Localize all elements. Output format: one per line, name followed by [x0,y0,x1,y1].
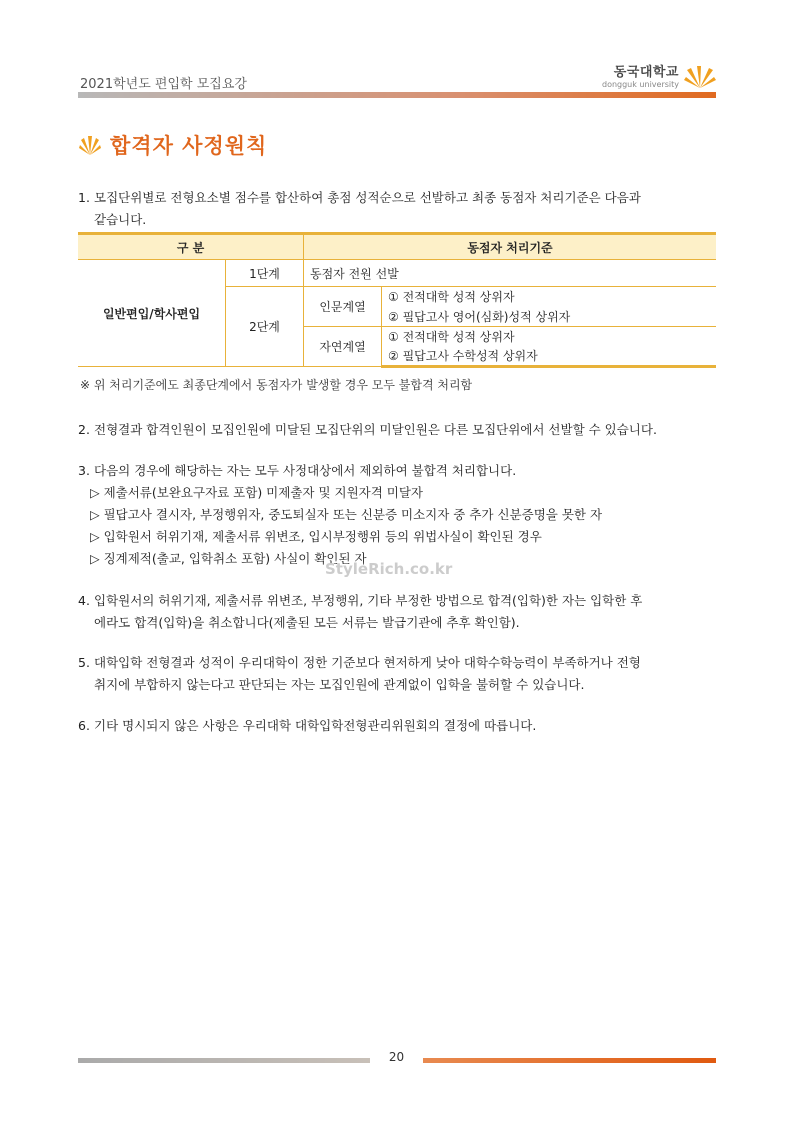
logo-korean-text: 동국대학교 [613,65,679,80]
list-item: ▷ 징계제적(출교, 입학취소 포함) 사실이 확인된 자 [90,551,367,566]
paragraph-text: 전형결과 합격인원이 모집인원에 미달된 모집단위의 미달인원은 다른 모집단위에서 선발할 수 있습니다. [94,422,657,437]
logo-english-text: dongguk university [601,80,679,89]
table-rule-cell: ② 필답고사 수학성적 상위자 [382,347,717,367]
logo-flame-icon [683,60,717,90]
table-rule-cell: 동점자 전원 선발 [304,260,717,287]
table-track-cell: 인문계열 [304,287,382,327]
paragraph-1 [78,187,718,231]
paragraph-number: 2. [78,422,90,437]
paragraph-4 [78,590,718,634]
section-heading [78,130,267,160]
paragraph-number: 4. [78,593,90,608]
paragraph-number: 1. [78,190,90,205]
table-rule-cell: ② 필답고사 영어(심화)성적 상위자 [382,307,717,327]
watermark: StyleRich.co.kr [325,560,453,578]
document-header-title: 2021학년도 편입학 모집요강 [80,77,247,92]
paragraph-text: 대학입학 전형결과 성적이 우리대학이 정한 기준보다 현저하게 낮아 대학수학능력이 부족하거나 전형 [94,655,641,670]
table-header-category: 구 분 [78,234,304,260]
paragraph-number: 3. [78,463,90,478]
list-item: ▷ 제출서류(보완요구자료 포함) 미제출자 및 지원자격 미달자 [90,485,424,500]
tie-breaker-table [78,232,716,368]
paragraph-number: 5. [78,655,90,670]
paragraph-3 [78,460,718,570]
paragraph-text: 취지에 부합하지 않는다고 판단되는 자는 모집인원에 관계없이 입학을 불허할 수 있습니다. [94,677,585,692]
section-title: 합격자 사정원칙 [110,134,268,158]
table-header-criteria: 동점자 처리기준 [304,234,717,260]
table-stage-cell: 2단계 [226,287,304,367]
flame-bullet-icon [78,133,102,157]
table-note: ※ 위 처리기준에도 최종단계에서 동점자가 발생할 경우 모두 불합격 처리함 [80,378,473,392]
paragraph-text: 에라도 합격(입학)을 취소합니다(제출된 모든 서류는 발급기관에 추후 확인함). [94,615,520,630]
paragraph-text: 같습니다. [94,212,147,227]
list-item: ▷ 입학원서 허위기재, 제출서류 위변조, 입시부정행위 등의 위법사실이 확인된 경우 [90,529,542,544]
table-rule-cell: ① 전적대학 성적 상위자 [382,327,717,347]
footer-bar-right [423,1058,716,1063]
table-track-cell: 자연계열 [304,327,382,367]
footer-bar-left [78,1058,370,1063]
paragraph-text: 기타 명시되지 않은 사항은 우리대학 대학입학전형관리위원회의 결정에 따릅니다. [94,718,537,733]
page-number: 20 [388,1050,405,1064]
table-rule-cell: ① 전적대학 성적 상위자 [382,287,717,307]
header-divider-bar [78,92,716,98]
paragraph-text: 다음의 경우에 해당하는 자는 모두 사정대상에서 제외하여 불합격 처리합니다. [94,463,517,478]
table-stage-cell: 1단계 [226,260,304,287]
paragraph-2 [78,419,718,441]
list-item: ▷ 필답고사 결시자, 부정행위자, 중도퇴실자 또는 신분증 미소지자 중 추가 신분증명을 못한 자 [90,507,603,522]
table-category-cell: 일반편입/학사편입 [78,260,226,367]
paragraph-text: 입학원서의 허위기재, 제출서류 위변조, 부정행위, 기타 부정한 방법으로 합격(입학)한 자는 입학한 후 [94,593,643,608]
university-logo [602,60,717,90]
paragraph-number: 6. [78,718,90,733]
paragraph-5 [78,652,718,696]
paragraph-text: 모집단위별로 전형요소별 점수를 합산하여 총점 성적순으로 선발하고 최종 동점자 처리기준은 다음과 [94,190,641,205]
paragraph-6 [78,715,718,737]
